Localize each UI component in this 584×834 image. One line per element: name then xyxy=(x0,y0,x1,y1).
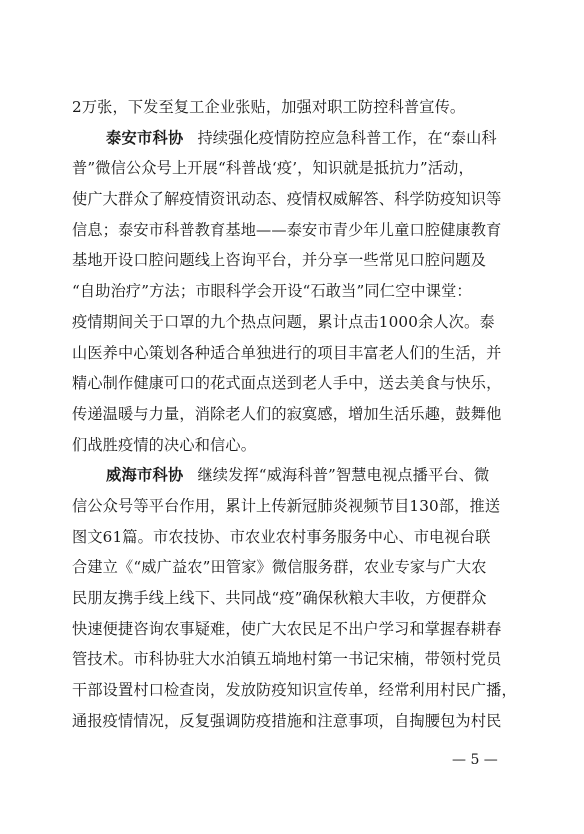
text-line-16 xyxy=(72,552,522,583)
text-line-12 xyxy=(72,430,522,461)
page-number: — 5 — xyxy=(452,752,498,768)
line-text: “自助治疗”方法；市眼科学会开设“石敢当”同仁空中课堂： xyxy=(72,282,472,301)
line-text: 普”微信公众号上开展“科普战‘疫’，知识就是抵抗力”活动， xyxy=(72,159,474,178)
text-line-21 xyxy=(72,706,522,737)
text-line-1 xyxy=(72,92,522,123)
line-text: 基地开设口腔问题线上咨询平台，并分享一些常见口腔问题及 xyxy=(72,251,487,270)
text-line-5 xyxy=(72,215,522,246)
text-line-11 xyxy=(72,399,522,430)
text-line-19 xyxy=(72,644,522,675)
org-name-weihai: 威海市科协 xyxy=(106,466,184,485)
line-text: 们战胜疫情的决心和信心。 xyxy=(72,435,257,454)
text-line-3 xyxy=(72,153,522,184)
text-line-10 xyxy=(72,368,522,399)
text-line-2 xyxy=(72,123,522,154)
text-line-4 xyxy=(72,184,522,215)
line-text: 快速便捷咨询农事疑难，使广大农民足不出户学习和掌握春耕春 xyxy=(72,619,502,638)
line-text: 图文61篇。市农技协、市农业农村事务服务中心、市电视台联 xyxy=(72,527,491,546)
line-text: 疫情期间关于口罩的九个热点问题，累计点击1000余人次。泰 xyxy=(72,312,495,331)
text-line-17 xyxy=(72,583,522,614)
text-line-7 xyxy=(72,276,522,307)
text-line-14 xyxy=(72,491,522,522)
line-text: 使广大群众了解疫情资讯动态、疫情权威解答、科学防疫知识等 xyxy=(72,190,502,209)
line-text: 继续发挥“威海科普”智慧电视点播平台、微 xyxy=(197,466,490,485)
line-text: 持续强化疫情防控应急科普工作，在“泰山科 xyxy=(197,128,497,147)
org-name-taian: 泰安市科协 xyxy=(106,128,184,147)
line-text: 民朋友携手线上线下、共同战“疫”确保秋粮大丰收，方便群众 xyxy=(72,589,487,607)
text-line-20 xyxy=(72,675,522,706)
line-text: 信息；泰安市科普教育基地——泰安市青少年儿童口腔健康教育 xyxy=(72,220,502,239)
line-text: 干部设置村口检查岗，发放防疫知识宣传单，经常利用村民广播， xyxy=(72,681,517,700)
line-text: 精心制作健康可口的花式面点送到老人手中，送去美食与快乐， xyxy=(72,374,502,393)
line-text: 信公众号等平台作用，累计上传新冠肺炎视频节目130部，推送 xyxy=(72,496,501,515)
text-line-6 xyxy=(72,245,522,276)
document-body xyxy=(72,92,522,736)
text-line-18 xyxy=(72,614,522,645)
text-line-15 xyxy=(72,522,522,553)
text-line-9 xyxy=(72,338,522,369)
line-text: 2万张，下发至复工企业张贴，加强对职工防控科普宣传。 xyxy=(72,98,466,116)
text-line-13 xyxy=(72,460,522,491)
line-text: 通报疫情情况，反复强调防疫措施和注意事项，自掏腰包为村民 xyxy=(72,711,502,730)
text-line-8 xyxy=(72,307,522,338)
line-text: 传递温暖与力量，消除老人们的寂寞感，增加生活乐趣，鼓舞他 xyxy=(72,404,502,423)
line-text: 山医养中心策划各种适合单独进行的项目丰富老人们的生活，并 xyxy=(72,343,502,362)
line-text: 合建立《“威广益农”田管家》微信服务群，农业专家与广大农 xyxy=(72,558,487,577)
line-text: 管技术。市科协驻大水泊镇五埫地村第一书记宋楠，带领村党员 xyxy=(72,650,502,669)
